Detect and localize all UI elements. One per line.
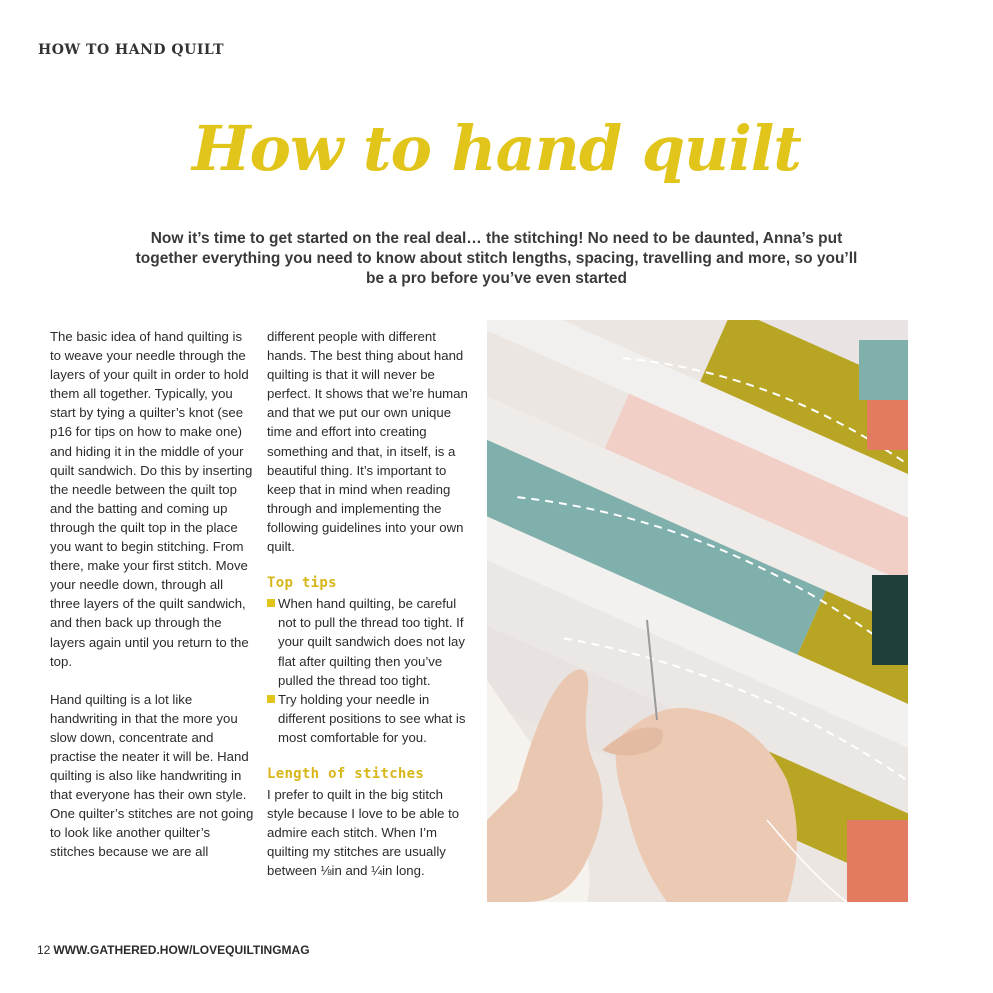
body-column-1 (50, 327, 255, 862)
quilt-photo (487, 320, 908, 902)
square-bullet-icon (267, 599, 275, 607)
tip-text: When hand quilting, be careful not to pull the thread too tight. If your quilt sandwich does not lay flat after quilting then you’ve pulled the thread too tight. (278, 596, 465, 688)
tip-item (267, 594, 472, 689)
tip-item (267, 690, 472, 747)
magazine-url: WWW.GATHERED.HOW/LOVEQUILTINGMAG (53, 943, 310, 957)
body-paragraph: different people with different hands. The best thing about hand quilting is that it will never be perfect. It shows that we’re human and that we put our own unique time and effort into creating something and that, in itself, is a beautiful thing. It’s important to keep that in mind when reading through and implementing the following guidelines into your own quilt. (267, 329, 468, 555)
article-title: How to hand quilt (192, 112, 801, 185)
standfirst: Now it’s time to get started on the real deal… the stitching! No need to be daunted, Anna’s put together everything you need to know about stitch lengths, spacing, travelling and more, so you’ll be a pro before you’ve even started (135, 230, 858, 287)
body-paragraph: Hand quilting is a lot like handwriting in that the more you slow down, concentrate and practise the neater it will be. Hand quilting is also like handwriting in that everyone has their own style. One quilter’s stitches are not going to look like another quilter’s stitches because we are all (50, 691, 254, 860)
tips-list (267, 594, 472, 747)
body-column-2 (267, 327, 472, 881)
folio (37, 943, 310, 957)
top-tips-heading: Top tips (267, 575, 337, 592)
tip-text: Try holding your needle in different positions to see what is most comfortable for you. (278, 691, 466, 745)
page-number: 12 (37, 943, 51, 957)
body-paragraph: The basic idea of hand quilting is to weave your needle through the layers of your quilt in order to hold them all together. Typically, you start by tying a quilter’s knot (see p16 for tips on how to make one) and hiding it in the middle of your quilt sandwich. Do this by inserting the needle between the quilt top and the batting and coming up through the quilt top in the place you want to begin stitching. From there, make your first stitch. Move your needle down, through all three layers of the quilt sandwich, and then back up through the layers again until you return to the top. (50, 329, 253, 669)
body-paragraph: I prefer to quilt in the big stitch style because I love to be able to admire each stitch. When I’m quilting my stitches are usually between ⅛in and ¼in long. (267, 787, 460, 879)
length-of-stitches-heading: Length of stitches (267, 765, 425, 782)
running-head: HOW TO HAND QUILT (38, 42, 224, 58)
square-bullet-icon (267, 695, 275, 703)
